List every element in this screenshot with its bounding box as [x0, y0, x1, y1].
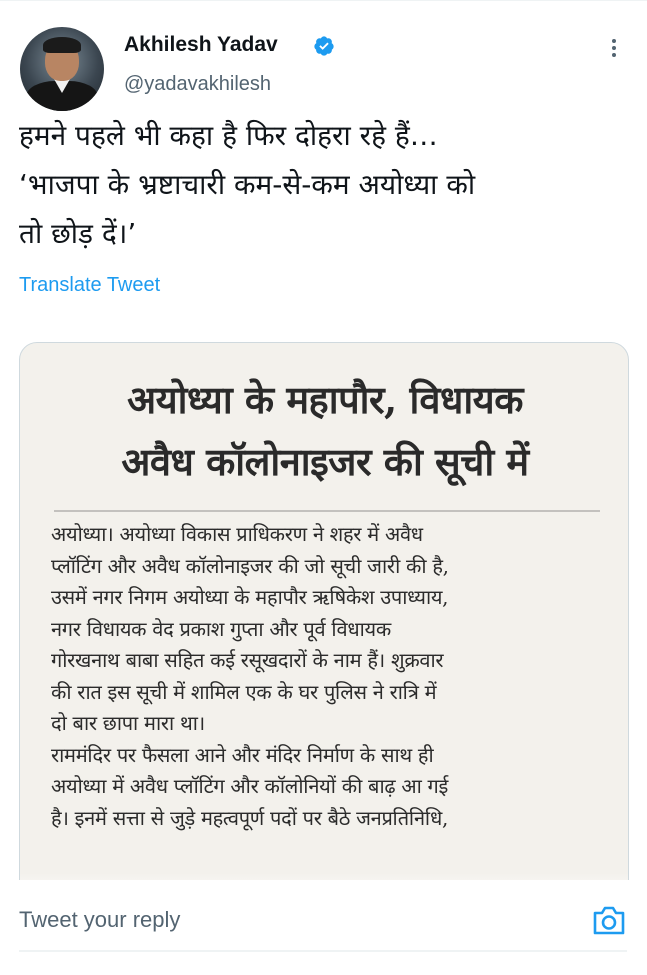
newspaper-headline: अयोध्या के महापौर, विधायक अवैध कॉलोनाइजर की सूची में: [121, 377, 529, 484]
newspaper-body: अयोध्या। अयोध्या विकास प्राधिकरण ने शहर में अवैध प्लॉटिंग और अवैध कॉलोनाइजर की जो सूची जारी की है, उसमें नगर निगम अयोध्या के महापौर ऋषिकेश उपाध्याय, नगर विधायक वेद प्रकाश गुप्ता और पूर्व विधायक गोरखनाथ बाबा सहित कई रसूखदारों के नाम हैं। शुक्रवार की रात इस सूची में शामिल एक के घर पुलिस ने रात्रि में दो बार छापा मारा था। राममंदिर पर फैसला आने और मंदिर निर्माण के साथ ही अयोध्या में अवैध प्लॉटिंग और कॉलोनियों की बाढ़ आ गई है। इनमें सत्ता से जुड़े महत्वपूर्ण पदों पर बैठे जनप्रतिनिधि,: [51, 522, 449, 830]
camera-icon[interactable]: [591, 904, 627, 938]
newspaper-rule: [54, 510, 600, 512]
tweet-text: हमने पहले भी कहा है फिर दोहरा रहे हैं… ‘भाजपा के भ्रष्टाचारी कम-से-कम अयोध्या को तो छोड़ दें।’: [19, 119, 476, 250]
top-divider: [0, 0, 647, 1]
verified-badge-icon: [313, 35, 335, 57]
avatar-hair: [43, 37, 81, 53]
author-display-name[interactable]: Akhilesh Yadav: [124, 33, 278, 56]
author-avatar[interactable]: [20, 27, 104, 111]
tweet-media-image[interactable]: [19, 342, 629, 902]
reply-underline: [19, 950, 627, 952]
translate-tweet-link[interactable]: Translate Tweet: [19, 274, 161, 296]
more-options-icon[interactable]: [606, 36, 622, 62]
reply-input[interactable]: Tweet your reply: [19, 907, 181, 932]
author-handle[interactable]: @yadavakhilesh: [124, 73, 272, 95]
